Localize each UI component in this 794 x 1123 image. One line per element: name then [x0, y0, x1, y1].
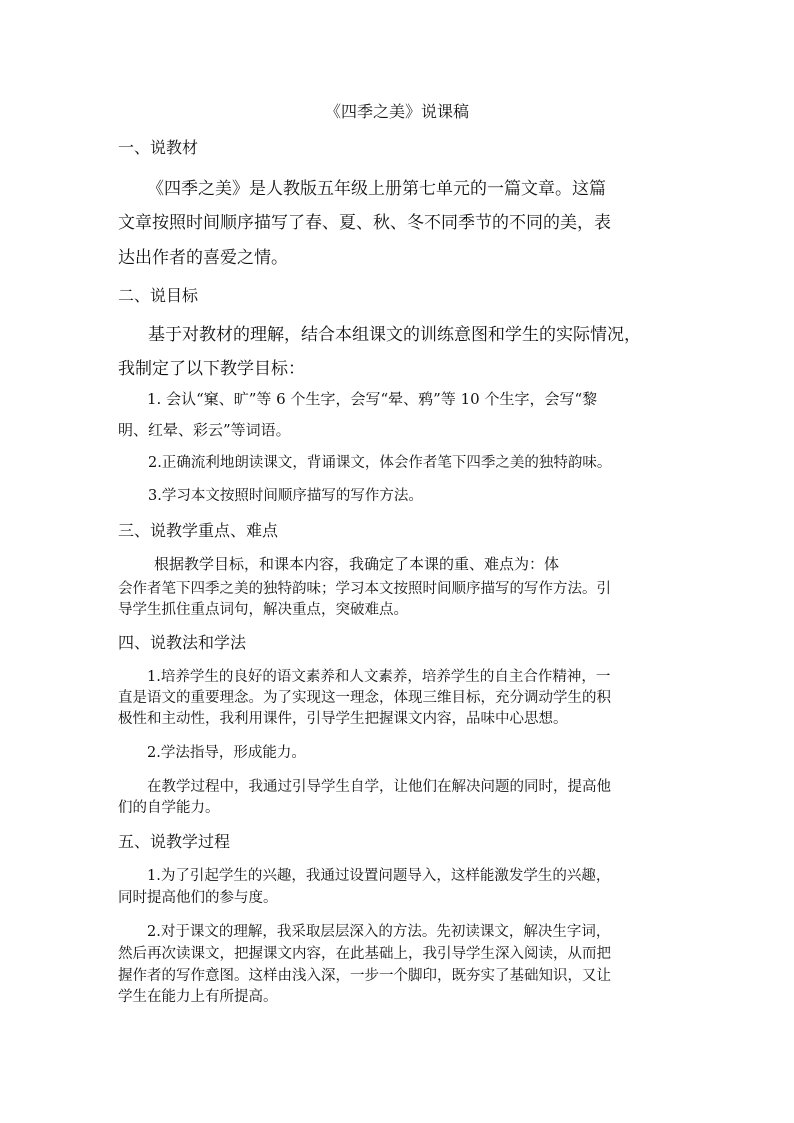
- section-heading-key-points: 三、说教学重点、难点: [118, 521, 279, 540]
- objective-item-1: 1. 会认“窠、旷”等 6 个生字，会写“晕、鸦”等 10 个生字，会写“黎: [147, 390, 598, 408]
- paragraph-line: 导学生抓住重点词句，解决重点，突破难点。: [118, 602, 408, 618]
- paragraph-line: 1.培养学生的良好的语文素养和人文素养，培养学生的自主合作精神，一: [147, 669, 611, 685]
- paragraph-line: 我制定了以下教学目标：: [118, 359, 305, 379]
- paragraph-line: 2.对于课文的理解，我采取层层深入的方法。先初读课文，解决生字词，: [147, 924, 611, 940]
- paragraph-line: 基于对教材的理解，结合本组课文的训练意图和学生的实际情况，: [148, 325, 641, 345]
- paragraph-line: 文章按照时间顺序描写了春、夏、秋、冬不同季节的不同的美，表: [118, 213, 611, 233]
- paragraph-line: 达出作者的喜爱之情。: [118, 248, 288, 268]
- paragraph-line: 握作者的写作意图。这样由浅入深，一步一个脚印，既夯实了基础知识，又让: [118, 968, 611, 984]
- paragraph-line: 2.学法指导，形成能力。: [147, 745, 306, 761]
- paragraph-line: 同时提高他们的参与度。: [118, 890, 278, 906]
- paragraph-line: 学生在能力上有所提高。: [118, 989, 278, 1005]
- paragraph-line: 直是语文的重要理念。为了实现这一理念，体现三维目标，充分调动学生的积: [118, 690, 611, 706]
- objective-item-2: 2.正确流利地朗读课文，背诵课文，体会作者笔下四季之美的独特韵味。: [148, 455, 612, 471]
- paragraph-line: 1.为了引起学生的兴趣，我通过设置问题导入，这样能激发学生的兴趣，: [147, 868, 611, 884]
- document-title: 《四季之美》说课稿: [324, 102, 469, 121]
- paragraph-line: 们的自学能力。: [118, 800, 220, 816]
- paragraph-line: 会作者笔下四季之美的独特韵味；学习本文按照时间顺序描写的写作方法。引: [118, 581, 611, 597]
- objective-item-3: 3.学习本文按照时间顺序描写的写作方法。: [148, 488, 423, 504]
- paragraph-line: 极性和主动性，我利用课件，引导学生把握课文内容，品味中心思想。: [118, 711, 568, 727]
- objective-item-1-cont: 明、红晕、彩云”等词语。: [118, 421, 291, 439]
- section-heading-process: 五、说教学过程: [118, 832, 231, 851]
- section-heading-objectives: 二、说目标: [118, 286, 199, 305]
- paragraph-line: 《四季之美》是人教版五年级上册第七单元的一篇文章。这篇: [147, 179, 606, 199]
- paragraph-line: 然后再次读课文，把握课文内容，在此基础上，我引导学生深入阅读，从而把: [118, 946, 611, 962]
- section-heading-materials: 一、说教材: [118, 138, 199, 157]
- section-heading-methods: 四、说教法和学法: [118, 633, 247, 652]
- paragraph-line: 根据教学目标，和课本内容，我确定了本课的重、难点为：体: [154, 555, 560, 573]
- paragraph-line: 在教学过程中，我通过引导学生自学，让他们在解决问题的同时，提高他: [147, 779, 611, 795]
